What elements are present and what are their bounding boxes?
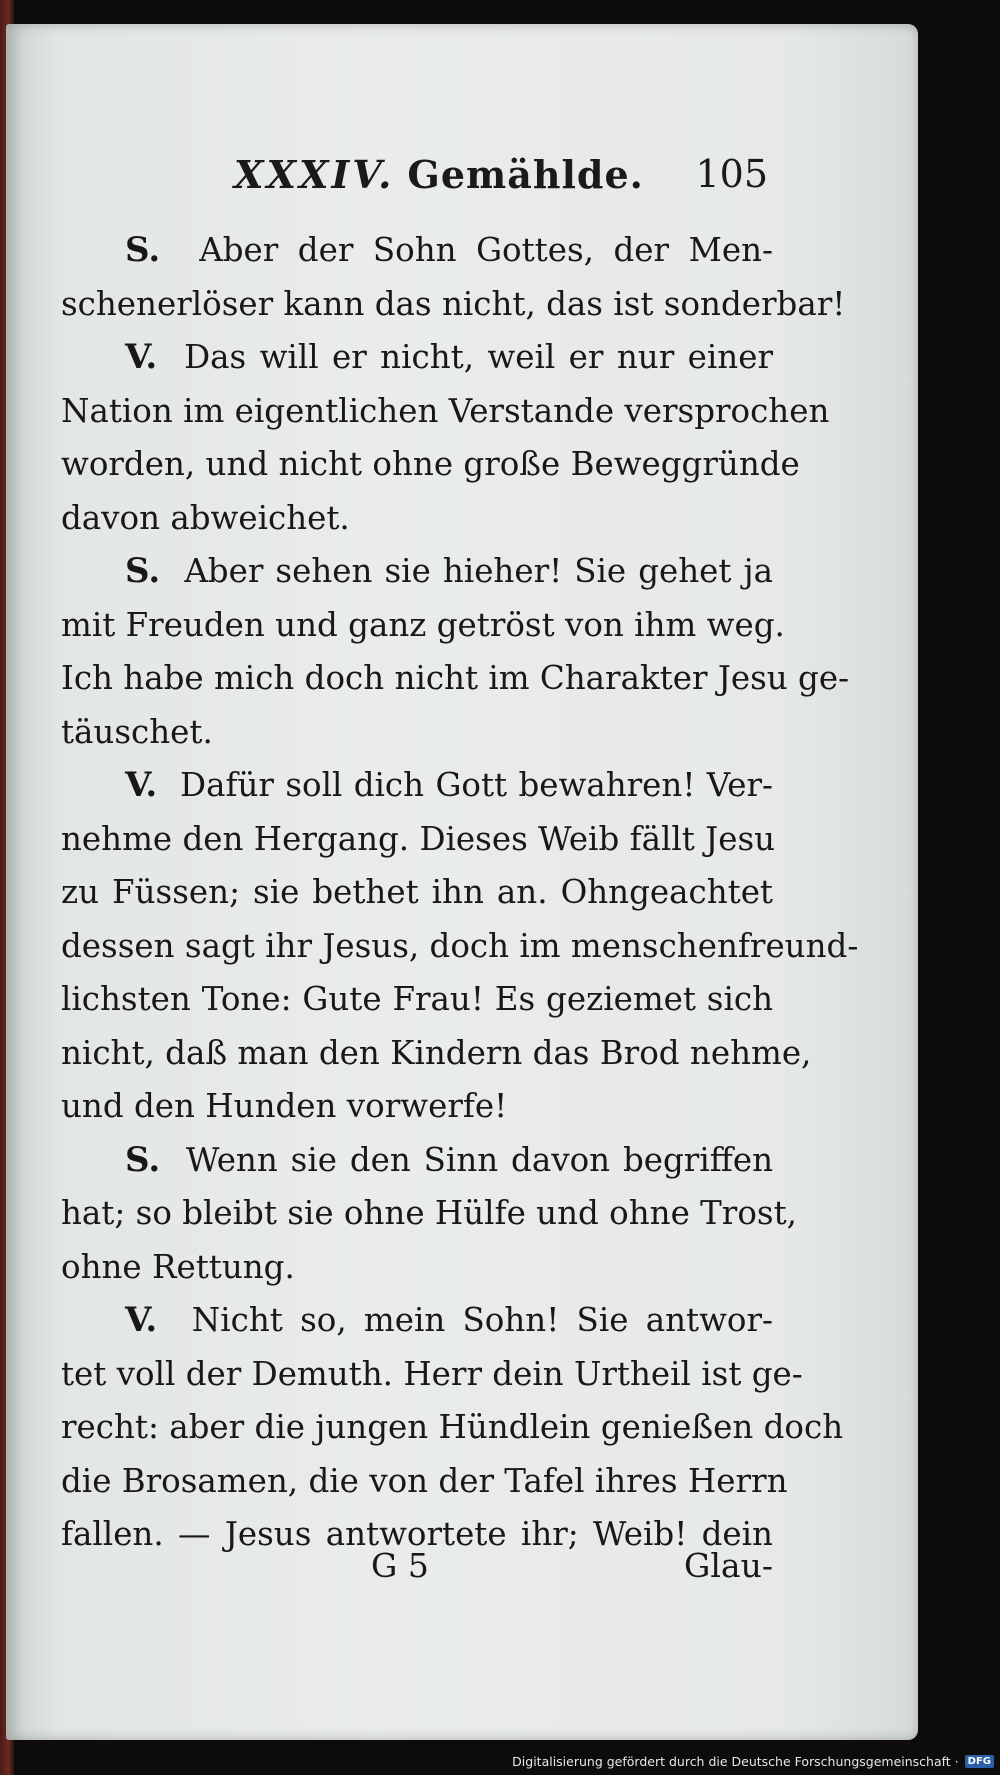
text-line <box>61 1348 803 1402</box>
page-number: 105 <box>695 152 768 196</box>
chapter-word: Gemählde. <box>407 152 644 197</box>
text-line <box>61 385 830 439</box>
line-text: schenerlöser kann das nicht, das ist sonderbar! <box>61 284 846 323</box>
line-text: täuschet. <box>61 712 213 751</box>
text-line <box>61 599 785 653</box>
line-text: recht: aber die jungen Hündlein genießen doch <box>61 1408 844 1446</box>
speaker-label: S. <box>125 230 161 270</box>
line-text: ohne Rettung. <box>61 1247 295 1286</box>
page-footer <box>61 1546 773 1600</box>
dfg-logo-badge: DFG <box>965 1755 994 1768</box>
line-text: Nicht so, mein Sohn! Sie antwor- <box>191 1301 773 1339</box>
line-text: fallen. — Jesus antwortete ihr; Weib! dein <box>61 1515 773 1553</box>
signature-mark: G 5 <box>371 1546 429 1585</box>
text-line <box>61 545 773 599</box>
text-line <box>61 813 776 867</box>
digitization-text: Digitalisierung gefördert durch die Deutsche Forschungsgemeinschaft · <box>512 1753 959 1769</box>
text-line <box>61 1294 773 1348</box>
text-line <box>61 1187 797 1241</box>
speaker-label: S. <box>125 1139 161 1180</box>
speaker-label: V. <box>125 337 158 377</box>
text-line <box>61 492 773 546</box>
text-line <box>61 1455 788 1509</box>
text-line <box>61 438 800 492</box>
body-text <box>61 224 859 1562</box>
line-text: Nation im eigentlichen Verstande versprochen <box>61 391 830 430</box>
running-header <box>234 152 768 208</box>
text-line <box>61 706 773 760</box>
digitization-credit <box>512 1750 994 1772</box>
line-text: worden, und nicht ohne große Beweggründe <box>61 445 800 483</box>
line-text: nicht, daß man den Kindern das Brod nehme, <box>61 1033 812 1072</box>
text-line <box>61 973 773 1027</box>
line-text: nehme den Hergang. Dieses Weib fällt Jesu <box>61 819 776 858</box>
running-title <box>234 152 644 197</box>
text-line <box>61 1134 773 1188</box>
book-page <box>6 24 918 1740</box>
line-text: zu Füssen; sie bethet ihn an. Ohngeachtet <box>61 873 773 911</box>
speaker-label: V. <box>125 765 158 805</box>
speaker-label: V. <box>125 1300 158 1340</box>
text-line <box>61 652 850 706</box>
line-text: davon abweichet. <box>61 498 350 537</box>
line-text: Aber der Sohn Gottes, der Men- <box>199 231 773 269</box>
text-line <box>61 224 773 278</box>
text-line <box>61 331 773 385</box>
line-text: und den Hunden vorwerfe! <box>61 1087 508 1125</box>
line-text: Ich habe mich doch nicht im Charakter Jesu ge- <box>61 659 850 697</box>
text-line <box>61 759 773 813</box>
text-line <box>61 920 859 974</box>
text-line <box>61 866 773 920</box>
text-line <box>61 278 846 332</box>
line-text: Das will er nicht, weil er nur einer <box>184 338 773 376</box>
line-text: dessen sagt ihr Jesus, doch im menschenfreund- <box>61 926 859 965</box>
line-text: die Brosamen, die von der Tafel ihres Herrn <box>61 1461 788 1500</box>
line-text: lichsten Tone: Gute Frau! Es geziemet sich <box>61 980 773 1018</box>
chapter-numeral: XXXIV. <box>234 152 395 197</box>
speaker-label: S. <box>125 551 161 591</box>
catchword: Glau- <box>684 1546 773 1585</box>
line-text: Dafür soll dich Gott bewahren! Ver- <box>180 766 773 804</box>
line-text: tet voll der Demuth. Herr dein Urtheil ist ge- <box>61 1354 803 1393</box>
line-text: Aber sehen sie hieher! Sie gehet ja <box>184 552 773 590</box>
line-text: mit Freuden und ganz getröst von ihm weg. <box>61 605 785 644</box>
text-line <box>61 1080 773 1134</box>
line-text: hat; so bleibt sie ohne Hülfe und ohne Trost, <box>61 1194 797 1232</box>
text-line <box>61 1401 844 1455</box>
line-text: Wenn sie den Sinn davon begriffen <box>185 1140 773 1179</box>
text-line <box>61 1027 812 1081</box>
text-line <box>61 1241 773 1295</box>
